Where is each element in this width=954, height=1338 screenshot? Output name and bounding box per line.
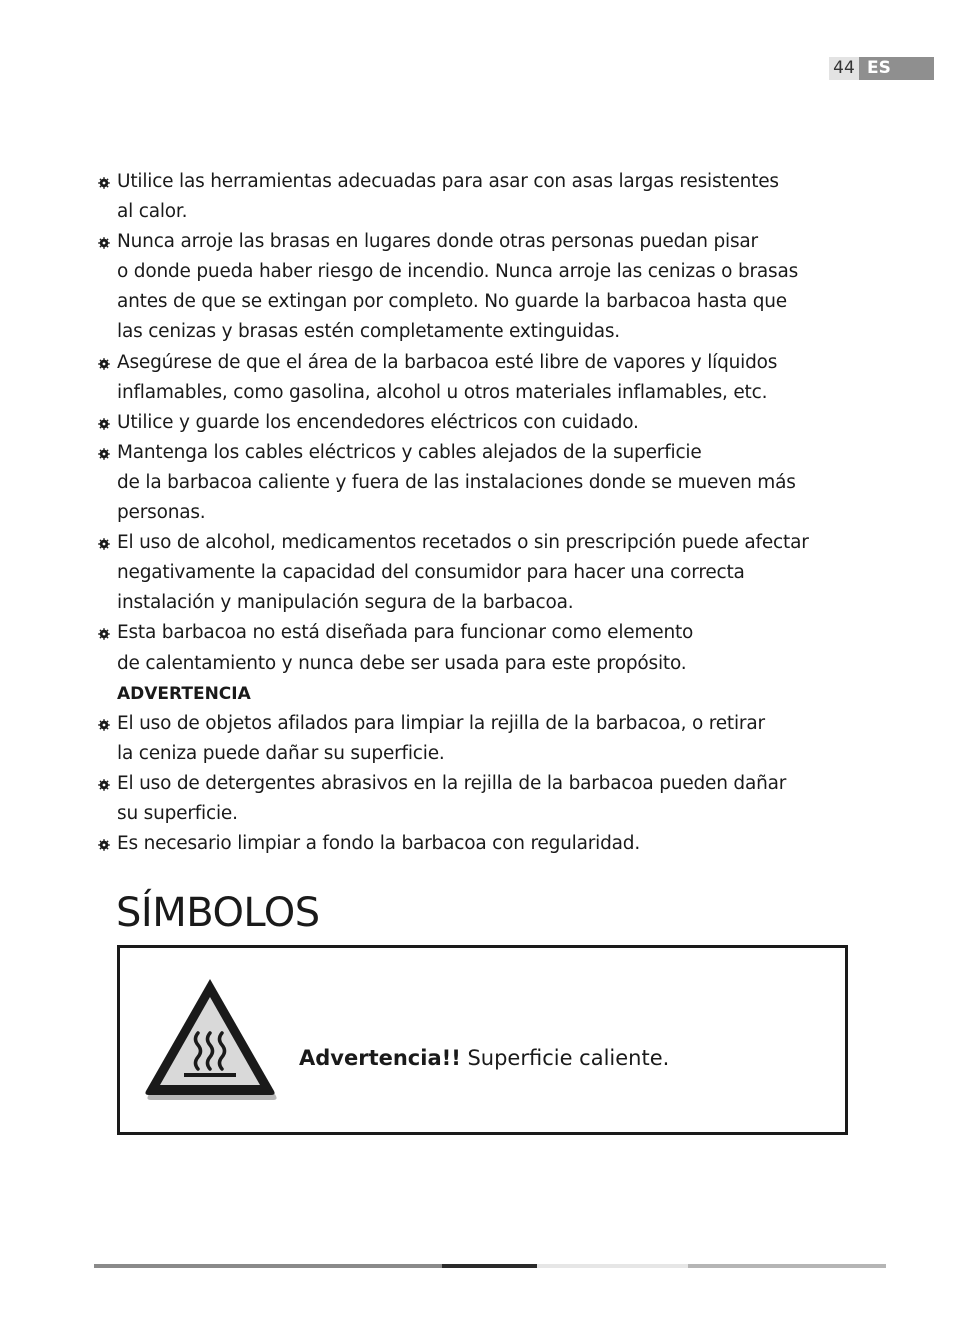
list-item — [98, 829, 878, 859]
section-title: SÍMBOLOS — [116, 890, 320, 936]
bullet-icon — [98, 628, 110, 640]
footer-segment — [442, 1264, 537, 1268]
list-item-text: El uso de detergentes abrasivos en la rejilla de la barbacoa pueden dañar su superficie. — [117, 772, 787, 824]
list-item — [98, 408, 878, 438]
language-code: ES — [859, 57, 934, 80]
page-tag — [829, 57, 934, 80]
footer-segment — [94, 1264, 442, 1268]
list-item-text: El uso de objetos afilados para limpiar la rejilla de la barbacoa, o retirar la ceniza puede dañar su superficie. — [117, 712, 765, 764]
page-number: 44 — [829, 57, 859, 80]
bullet-icon — [98, 448, 110, 460]
list-item — [98, 618, 878, 678]
bullet-icon — [98, 779, 110, 791]
symbol-description — [299, 1046, 669, 1070]
list-item-text: Nunca arroje las brasas en lugares donde otras personas puedan pisar o donde pueda haber riesgo de incendio. Nunca arroje las cenizas o brasas antes de que se extingan por completo. No guarde la barbacoa hasta que las cenizas y brasas estén completamente extinguidas. — [117, 231, 799, 343]
symbol-label-text: Superficie caliente. — [460, 1046, 670, 1070]
list-item — [98, 438, 878, 528]
list-item — [98, 348, 878, 408]
list-item — [98, 709, 878, 769]
list-item-text: Es necesario limpiar a fondo la barbacoa con regularidad. — [117, 833, 641, 855]
list-item — [98, 227, 878, 347]
list-item — [98, 167, 878, 227]
bullet-icon — [98, 358, 110, 370]
list-item — [98, 528, 878, 618]
warning-bullet-list — [98, 709, 878, 859]
list-item-text: Asegúrese de que el área de la barbacoa esté libre de vapores y líquidos inflamables, como gasolina, alcohol u otros materiales inflamables, etc. — [117, 351, 778, 403]
bullet-icon — [98, 418, 110, 430]
list-item-text: El uso de alcohol, medicamentos recetados o sin prescripción puede afectar negativamente la capacidad del consumidor para hacer una correcta instalación y manipulación segura de la barbacoa. — [117, 532, 809, 614]
symbol-box — [117, 945, 848, 1135]
list-item-text: Esta barbacoa no está diseñada para funcionar como elemento de calentamiento y nunca debe ser usada para este propósito. — [117, 622, 694, 674]
bullet-icon — [98, 237, 110, 249]
footer-segment — [688, 1264, 886, 1268]
list-item-text: Utilice las herramientas adecuadas para asar con asas largas resistentes al calor. — [117, 171, 779, 223]
safety-instructions — [98, 167, 878, 859]
symbol-label-bold: Advertencia!! — [299, 1046, 461, 1070]
bullet-list — [98, 167, 878, 679]
bullet-icon — [98, 839, 110, 851]
list-item — [98, 769, 878, 829]
bullet-icon — [98, 538, 110, 550]
list-item-text: Utilice y guarde los encendedores eléctricos con cuidado. — [117, 411, 639, 433]
bullet-icon — [98, 177, 110, 189]
bullet-icon — [98, 719, 110, 731]
hot-surface-warning-icon — [140, 975, 280, 1101]
list-item-text: Mantenga los cables eléctricos y cables alejados de la superficie de la barbacoa caliente y fuera de las instalaciones donde se mueven más personas. — [117, 441, 796, 524]
footer-segment — [537, 1264, 688, 1268]
footer-rule — [94, 1264, 886, 1268]
warning-heading: ADVERTENCIA — [117, 683, 251, 704]
